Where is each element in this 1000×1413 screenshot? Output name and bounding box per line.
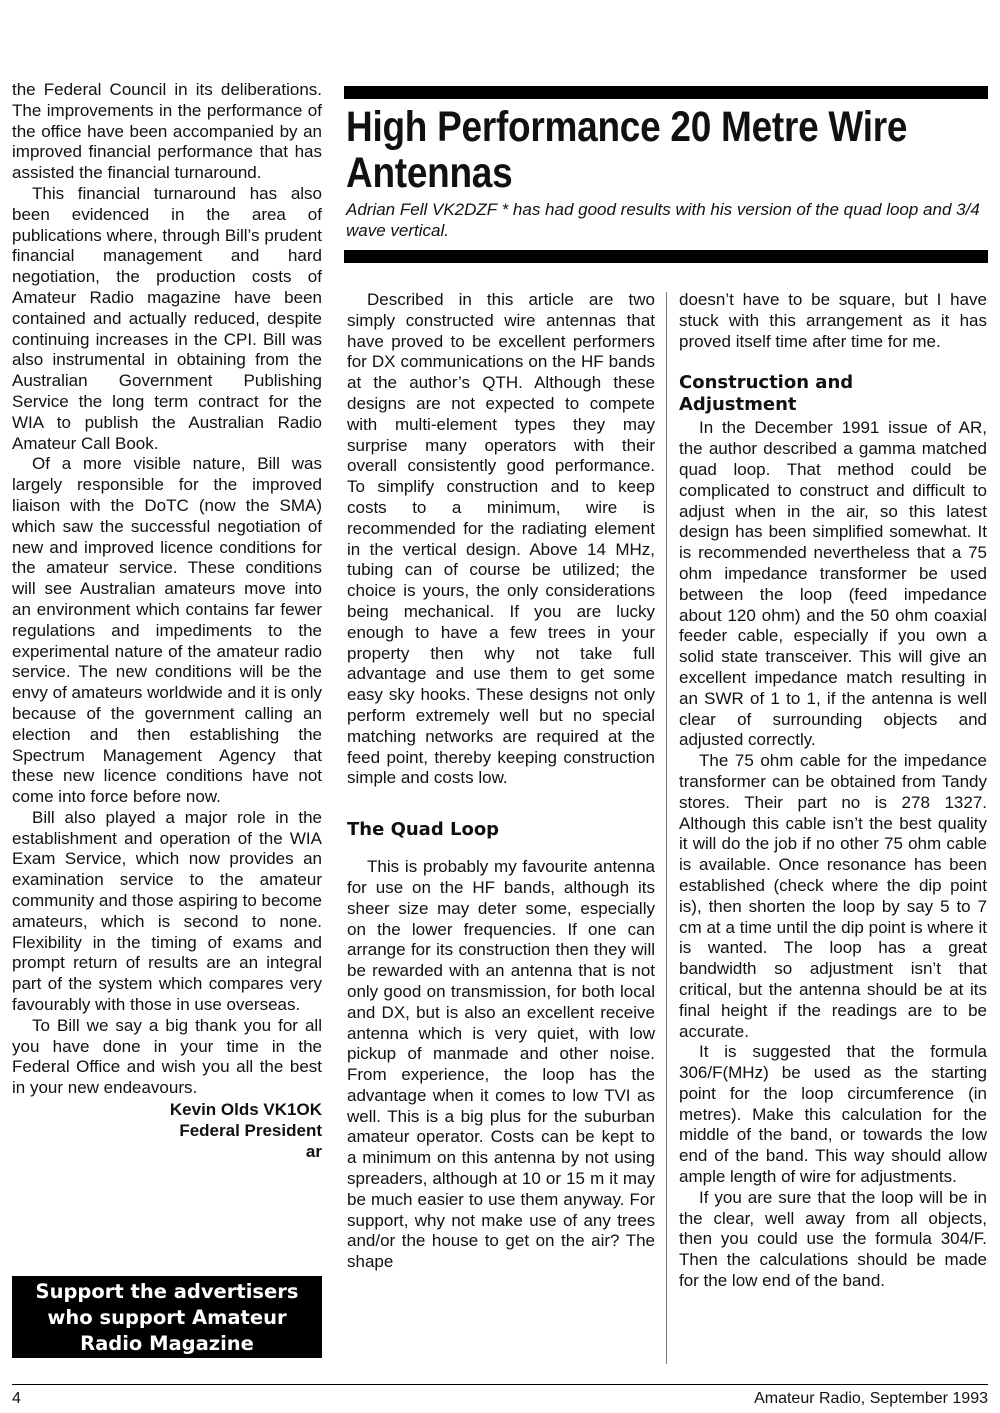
construction-paragraph: In the December 1991 issue of AR, the author described a gamma matched quad loop. That method could be complicated to construct and difficult to adjust when in the air, so this latest design has been simplified somewhat. It is recommended nevertheless that a 75 ohm impedance transformer be used between the loop (feed impedance about 120 ohm) and the 50 ohm coaxial feeder cable, especially if you own a solid state transceiver. This will give an excellent impedance match resulting in an SWR of 1 to 1, if the antenna is well clear of surrounding objects and adjusted correctly.	[679, 418, 987, 750]
page-number: 4	[12, 1390, 21, 1407]
left-paragraph: the Federal Council in its deliberations. The improvements in the performance of the office have been accompanied by an improved financial performance that has assisted the financial turnaround.	[12, 80, 322, 183]
right-column	[679, 290, 987, 1292]
promo-line: Support the advertisers	[35, 1280, 299, 1303]
construction-paragraph: If you are sure that the loop will be in the clear, well away from all objects, then you could use the formula 304/F. Then the calculations should be made for the low end of the band.	[679, 1187, 987, 1291]
construction-paragraph: It is suggested that the formula 306/F(MHz) be used as the starting point for the loop circumference (in metres). Make this calculation for the middle of the band, or towards the low end of the band. This way should allow ample length of wire for adjustments.	[679, 1042, 987, 1187]
article-standfirst: Adrian Fell VK2DZF * has had good results with his version of the quad loop and 3/4 wave vertical.	[346, 200, 980, 240]
footer-issue: Amateur Radio, September 1993	[754, 1390, 988, 1407]
signature-title: Federal President	[179, 1121, 322, 1141]
middle-column	[347, 290, 655, 1273]
construction-paragraph: The 75 ohm cable for the impedance transformer can be obtained from Tandy stores. Their part no is 278 1327. Although this cable isn’t the best quality it will do the job if no other 75 ohm cable is available. Once resonance has been established (check where the dip point is), then shorten the loop by say 5 to 7 cm at a time until the dip point is where it is wanted. The loop has a great bandwidth so adjustment isn’t that critical, but the antenna should be at its final height if the readings are to be accurate.	[679, 751, 987, 1041]
title-line: High Performance 20 Metre Wire	[346, 103, 908, 151]
signature-name: Kevin Olds VK1OK	[169, 1100, 322, 1120]
footer-rule	[12, 1384, 988, 1385]
left-paragraph: Of a more visible nature, Bill was largely responsible for the improved liaison with the DoTC (now the SMA) which saw the successful negotiation of new and improved licence conditions for the amateur service. These conditions will see Australian amateurs move into an environment which contains far fewer regulations and impediments to the experimental nature of the amateur radio service. The new conditions will be the envy of amateurs worldwide and it is only because of the government calling an election and then establishing the Spectrum Management Agency that these new licence conditions have not come into force before now.	[12, 454, 322, 807]
article-title	[346, 104, 986, 196]
advertiser-promo-box	[12, 1276, 322, 1358]
quad-paragraph: This is probably my favourite antenna for use on the HF bands, although its sheer size may deter some, especially on the lower frequencies. If one can arrange for its construction then they will be rewarded with an antenna that is not only good on transmission, for both local and DX, but is also an excellent receive antenna which is very quiet, with low pickup of manmade and other noise. From experience, the loop has the advantage when it comes to low TVI as well. This is a big plus for the suburban amateur operator. Costs can be kept to a minimum on this antenna by not using spreaders, although at 10 or 15 m it may be much easier to use them anyway. For support, why not make use of any trees and/or the house to get on the air? The shape	[347, 857, 655, 1272]
left-paragraph: Bill also played a major role in the establishment and operation of the WIA Exam Service, which now provides an examination service to the amateur community and those aspiring to become amateurs, which is second to none. Flexibility in the timing of exams and prompt return of results are an integral part of the system which compares very favourably with those in use overseas.	[12, 807, 322, 1015]
title-line: Antennas	[346, 149, 513, 197]
subhead-line: Adjustment	[679, 394, 797, 416]
header-rule-bottom	[344, 250, 988, 263]
subhead-quad-loop: The Quad Loop	[347, 819, 500, 841]
promo-line: who support Amateur	[47, 1306, 287, 1329]
promo-line: Radio Magazine	[80, 1332, 254, 1355]
end-mark: ar	[305, 1142, 322, 1162]
left-paragraph: To Bill we say a big thank you for all you have done in your time in the Federal Office and wish you all the best in your new endeavours.	[12, 1015, 322, 1098]
subhead-construction	[679, 372, 987, 416]
subhead-line: Construction and	[679, 372, 854, 394]
article-intro: Described in this article are two simply constructed wire antennas that have proved to be excellent performers for DX communications on the HF bands at the author’s QTH. Although these designs are not expected to compete with multi-element types they may surprise many operators with their overall consistently good performance. To simplify construction and to keep costs to a minimum, wire is recommended for the radiating element in the vertical design. Above 14 MHz, tubing can of course be utilized; the choice is yours, the only considerations being mechanical. If you are lucky enough to have a few trees in your property then why not take full advantage and use them to get some easy sky hooks. These designs not only perform extremely well but no special matching networks are required at the feed point, thereby keeping construction simple and costs low.	[347, 290, 655, 788]
left-paragraph: This financial turnaround has also been evidenced in the area of publications where, through Bill’s prudent financial management and hard negotiation, the production costs of Amateur Radio magazine have been contained and actually reduced, despite continuing increases in the CPI. Bill was also instrumental in obtaining from the Australian Government Publishing Service the long term contract for the WIA to publish the Australian Radio Amateur Call Book.	[12, 183, 322, 453]
header-rule-top	[344, 86, 988, 99]
column-divider	[666, 292, 667, 1364]
left-column	[12, 80, 322, 1162]
quad-continued: doesn’t have to be square, but I have stuck with this arrangement as it has proved itself time after time for me.	[679, 290, 987, 351]
